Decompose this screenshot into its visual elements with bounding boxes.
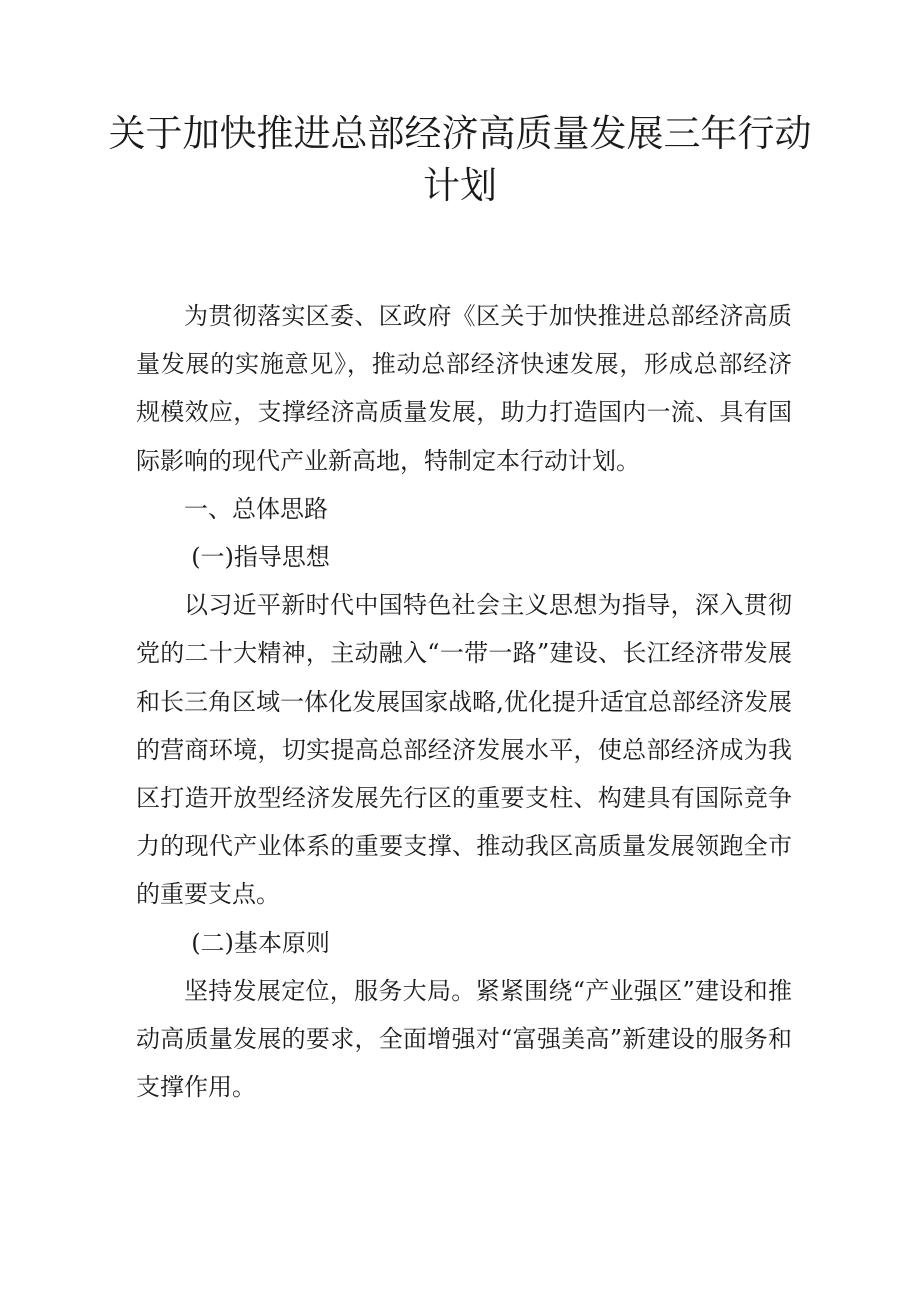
section-heading-overall-approach: 一、总体思路 [184,494,328,523]
document-title: 关于加快推进总部经济高质量发展三年行动计划 [108,112,812,207]
guiding-ideology-paragraph: 以习近平新时代中国特色社会主义思想为指导，深入贯彻党的二十大精神，主动融入“一带一路”建设、长江经济带发展和长三角区域一体化发展国家战略,优化提升适宜总部经济发展的营商环境，切实提高总部经济发展水平，使总部经济成为我区打造开放型经济发展先行区的重要支柱、构建具有国际竞争力的现代产业体系的重要支撑、推动我区高质量发展领跑全市的重要支点。 [136,591,792,909]
document-body [136,292,792,1111]
intro-paragraph: 为贯彻落实区委、区政府《区关于加快推进总部经济高质量发展的实施意见》，推动总部经济快速发展，形成总部经济规模效应，支撑经济高质量发展，助力打造国内一流、具有国际影响的现代产业新高地，特制定本行动计划。 [136,302,792,475]
basic-principles-paragraph: 坚持发展定位，服务大局。紧紧围绕“产业强区”建设和推动高质量发展的要求，全面增强对“富强美高”新建设的服务和支撑作用。 [136,976,792,1102]
subsection-heading-basic-principles: (二)基本原则 [191,928,330,957]
subsection-heading-guiding-ideology: (一)指导思想 [191,543,330,572]
